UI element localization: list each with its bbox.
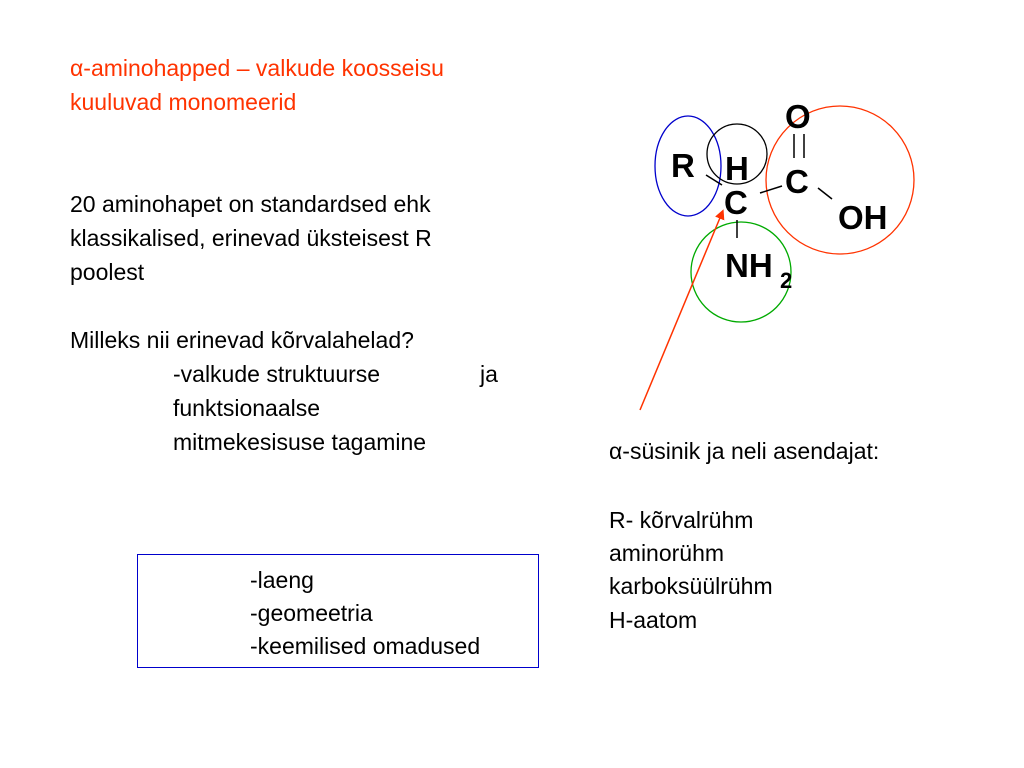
question-line-2-tail: ja [480, 361, 498, 387]
substituent-amino: aminorühm [609, 540, 725, 566]
box-item-chemical-properties: -keemilised omadused [250, 633, 481, 659]
box-item-geometry: -geomeetria [250, 600, 373, 626]
atom-carboxyl-carbon: C [785, 163, 809, 200]
box-item-charge: -laeng [250, 567, 314, 593]
atom-hydrogen: H [725, 150, 749, 187]
question-line-4: mitmekesisuse tagamine [173, 429, 427, 455]
substituent-side-chain: R- kõrvalrühm [609, 507, 754, 533]
atom-amino-nh: NH [725, 247, 773, 284]
question-line-1: Milleks nii erinevad kõrvalahelad? [70, 327, 414, 353]
atom-r: R [671, 147, 695, 184]
intro-line-1: 20 aminohapet on standardsed ehk [70, 191, 431, 217]
atom-oxygen: O [785, 98, 811, 135]
atom-alpha-carbon: C [724, 184, 748, 221]
intro-line-2: klassikalised, erinevad üksteisest R [70, 225, 432, 251]
question-line-3: funktsionaalse [173, 395, 321, 421]
bond-c-oh [818, 188, 832, 199]
slide-title-line-2: kuuluvad monomeerid [70, 89, 297, 115]
alpha-carbon-heading: α-süsinik ja neli asendajat: [609, 438, 880, 464]
atom-amino-subscript: 2 [780, 268, 793, 293]
bond-c-c [760, 186, 782, 193]
intro-line-3: poolest [70, 259, 145, 285]
substituent-hydrogen: H-aatom [609, 607, 698, 633]
slide-title-line-1: α-aminohapped – valkude koosseisu [70, 55, 444, 81]
atom-hydroxyl: OH [838, 199, 888, 236]
substituent-carboxyl: karboksüülrühm [609, 573, 773, 599]
question-line-2: -valkude struktuurse [173, 361, 381, 387]
